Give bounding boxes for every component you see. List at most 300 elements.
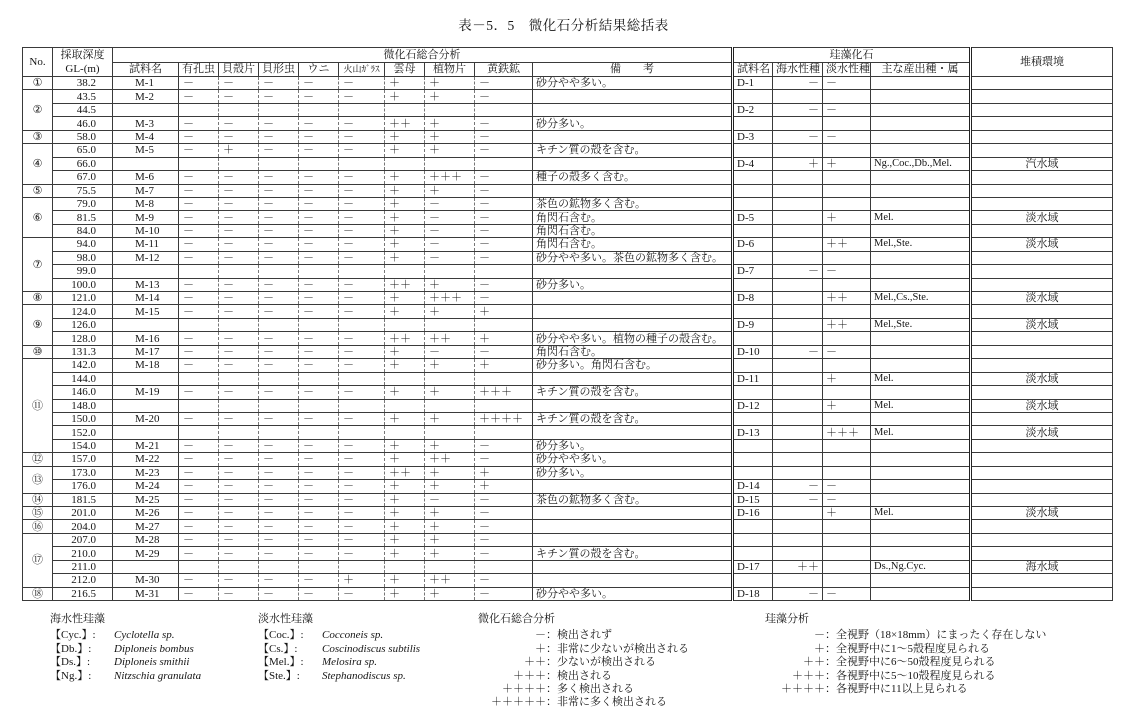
freshwater-species-cell — [823, 305, 871, 318]
group-number-cell: ⑨ — [23, 305, 53, 345]
main-species-cell — [871, 359, 971, 372]
freshwater-species-cell: － — [823, 130, 871, 143]
table-row — [23, 533, 1113, 546]
environment-cell: 淡水域 — [971, 211, 1113, 224]
volcanic-glass-cell: － — [339, 184, 385, 197]
legend-symbol: ＋＋ — [524, 656, 546, 669]
sea-urchin-cell: － — [299, 238, 339, 251]
mica-cell: ＋ — [385, 533, 425, 546]
shell-fragment-cell: － — [219, 587, 259, 600]
main-species-cell: Ds.,Ng.Cyc. — [871, 560, 971, 573]
group-number-cell: ① — [23, 77, 53, 90]
sample-name-cell: M-9 — [113, 211, 179, 224]
environment-cell — [971, 197, 1113, 210]
ostracod-cell: － — [259, 493, 299, 506]
table-row — [23, 359, 1113, 372]
shell-fragment-cell: － — [219, 130, 259, 143]
legend-item — [258, 670, 420, 683]
legend-symbol: ＋＋ — [803, 656, 825, 669]
sea-urchin-cell: － — [299, 77, 339, 90]
volcanic-glass-cell: － — [339, 90, 385, 103]
header-row-1 — [23, 48, 1113, 63]
legend-symbol: － — [814, 629, 825, 642]
table-row — [23, 292, 1113, 305]
foraminifera-cell: － — [179, 547, 219, 560]
diatom-sample-cell: D-7 — [733, 265, 773, 278]
mica-cell: ＋ — [385, 305, 425, 318]
main-species-cell — [871, 332, 971, 345]
remarks-cell — [533, 372, 733, 385]
main-species-cell — [871, 171, 971, 184]
marine-species-cell — [773, 292, 823, 305]
depth-cell: 44.5 — [53, 103, 113, 116]
sea-urchin-cell — [299, 372, 339, 385]
diatom-sample-cell: D-4 — [733, 157, 773, 170]
marine-species-cell — [773, 533, 823, 546]
remarks-cell: 角閃石含む。 — [533, 211, 733, 224]
environment-cell — [971, 587, 1113, 600]
remarks-cell: キチン質の殻を含む。 — [533, 386, 733, 399]
header-remarks: 備 考 — [533, 62, 733, 77]
marine-species-cell — [773, 426, 823, 439]
plant-fragment-cell — [425, 103, 475, 116]
marine-species-cell — [773, 399, 823, 412]
diatom-sample-cell: D-18 — [733, 587, 773, 600]
environment-cell — [971, 144, 1113, 157]
foraminifera-cell — [179, 318, 219, 331]
plant-fragment-cell: ＋ — [425, 533, 475, 546]
freshwater-species-cell — [823, 197, 871, 210]
legend-item — [765, 683, 1046, 696]
pyrite-cell: － — [475, 493, 533, 506]
depth-cell: 79.0 — [53, 197, 113, 210]
ostracod-cell: － — [259, 480, 299, 493]
freshwater-species-cell: ＋＋ — [823, 238, 871, 251]
marine-species-cell — [773, 372, 823, 385]
legend-description: ：全視野（18×18mm）にまったく存在しない — [825, 629, 1047, 642]
mica-cell: ＋ — [385, 144, 425, 157]
plant-fragment-cell: ＋ — [425, 386, 475, 399]
mica-cell — [385, 103, 425, 116]
sea-urchin-cell: － — [299, 90, 339, 103]
header-volcanic-glass: 火山ｶﾞﾗｽ — [339, 62, 385, 77]
sample-name-cell — [113, 157, 179, 170]
diatom-sample-cell — [733, 533, 773, 546]
plant-fragment-cell: ＋ — [425, 466, 475, 479]
main-species-cell — [871, 345, 971, 358]
diatom-sample-cell: D-17 — [733, 560, 773, 573]
main-species-cell — [871, 520, 971, 533]
freshwater-species-cell — [823, 560, 871, 573]
volcanic-glass-cell — [339, 318, 385, 331]
legend-diatom-scale — [765, 613, 1046, 696]
pyrite-cell — [475, 318, 533, 331]
sample-name-cell — [113, 265, 179, 278]
plant-fragment-cell: － — [425, 251, 475, 264]
depth-cell: 144.0 — [53, 372, 113, 385]
main-species-cell — [871, 117, 971, 130]
pyrite-cell: ＋ — [475, 305, 533, 318]
table-row — [23, 560, 1113, 573]
mica-cell: ＋＋ — [385, 466, 425, 479]
table-row — [23, 318, 1113, 331]
mica-cell: ＋ — [385, 211, 425, 224]
depth-cell: 75.5 — [53, 184, 113, 197]
ostracod-cell: － — [259, 453, 299, 466]
depth-cell: 211.0 — [53, 560, 113, 573]
marine-species-cell — [773, 386, 823, 399]
ostracod-cell: － — [259, 439, 299, 452]
freshwater-species-cell: ＋＋ — [823, 292, 871, 305]
legend-symbol: ＋ — [535, 642, 546, 655]
legend-item — [478, 696, 689, 709]
pyrite-cell: － — [475, 507, 533, 520]
sea-urchin-cell: － — [299, 574, 339, 587]
remarks-cell: 砂分多い。 — [533, 278, 733, 291]
diatom-sample-cell: D-3 — [733, 130, 773, 143]
sea-urchin-cell: － — [299, 184, 339, 197]
sample-name-cell: M-19 — [113, 386, 179, 399]
shell-fragment-cell: － — [219, 171, 259, 184]
mica-cell: ＋ — [385, 197, 425, 210]
sample-name-cell: M-7 — [113, 184, 179, 197]
shell-fragment-cell: － — [219, 278, 259, 291]
ostracod-cell: － — [259, 117, 299, 130]
ostracod-cell: － — [259, 211, 299, 224]
legend-item — [765, 629, 1046, 642]
header-diatom-sample: 試料名 — [733, 62, 773, 77]
table-row — [23, 251, 1113, 264]
foraminifera-cell: － — [179, 251, 219, 264]
pyrite-cell: － — [475, 587, 533, 600]
diatom-sample-cell — [733, 574, 773, 587]
shell-fragment-cell — [219, 103, 259, 116]
volcanic-glass-cell: － — [339, 493, 385, 506]
remarks-cell — [533, 90, 733, 103]
main-species-cell — [871, 130, 971, 143]
foraminifera-cell: － — [179, 305, 219, 318]
sample-name-cell: M-30 — [113, 574, 179, 587]
sample-name-cell — [113, 372, 179, 385]
sample-name-cell: M-3 — [113, 117, 179, 130]
sample-name-cell: M-21 — [113, 439, 179, 452]
sample-name-cell: M-16 — [113, 332, 179, 345]
depth-cell: 67.0 — [53, 171, 113, 184]
freshwater-species-cell — [823, 251, 871, 264]
freshwater-species-cell: ＋ — [823, 399, 871, 412]
plant-fragment-cell: ＋ — [425, 90, 475, 103]
sample-name-cell: M-2 — [113, 90, 179, 103]
diatom-sample-cell: D-1 — [733, 77, 773, 90]
plant-fragment-cell: ＋＋ — [425, 332, 475, 345]
shell-fragment-cell: － — [219, 466, 259, 479]
main-species-cell — [871, 533, 971, 546]
legend-description: ：全視野中に6～50殻程度見られる — [825, 656, 996, 669]
remarks-cell — [533, 507, 733, 520]
volcanic-glass-cell: － — [339, 292, 385, 305]
ostracod-cell: － — [259, 278, 299, 291]
diatom-sample-cell — [733, 453, 773, 466]
freshwater-species-cell — [823, 144, 871, 157]
legend-item — [478, 629, 689, 642]
sea-urchin-cell: － — [299, 332, 339, 345]
table-row — [23, 372, 1113, 385]
sample-name-cell: M-28 — [113, 533, 179, 546]
plant-fragment-cell: ＋ — [425, 507, 475, 520]
foraminifera-cell — [179, 372, 219, 385]
sea-urchin-cell: － — [299, 144, 339, 157]
diatom-sample-cell: D-9 — [733, 318, 773, 331]
main-species-cell: Mel. — [871, 507, 971, 520]
marine-species-cell — [773, 466, 823, 479]
group-number-cell: ⑮ — [23, 507, 53, 520]
freshwater-species-cell: － — [823, 345, 871, 358]
environment-cell: 淡水域 — [971, 238, 1113, 251]
ostracod-cell: － — [259, 412, 299, 425]
header-row-2 — [23, 62, 1113, 77]
environment-cell: 淡水域 — [971, 318, 1113, 331]
header-shell-fragment: 貝殻片 — [219, 62, 259, 77]
environment-cell — [971, 493, 1113, 506]
marine-species-cell: － — [773, 130, 823, 143]
shell-fragment-cell: － — [219, 292, 259, 305]
freshwater-species-cell: ＋＋ — [823, 318, 871, 331]
remarks-cell: 砂分やや多い。植物の種子の殻含む。 — [533, 332, 733, 345]
remarks-cell: 砂分多い。 — [533, 439, 733, 452]
legend-description: ：全視野中に1～5殻程度見られる — [825, 642, 990, 655]
mica-cell — [385, 399, 425, 412]
table-row — [23, 439, 1113, 452]
mica-cell — [385, 560, 425, 573]
header-depth-label: 採取深度 — [60, 49, 105, 61]
environment-cell — [971, 251, 1113, 264]
ostracod-cell: － — [259, 292, 299, 305]
table-row — [23, 399, 1113, 412]
pyrite-cell: － — [475, 77, 533, 90]
foraminifera-cell — [179, 265, 219, 278]
depth-cell: 201.0 — [53, 507, 113, 520]
remarks-cell — [533, 130, 733, 143]
plant-fragment-cell: ＋ — [425, 359, 475, 372]
remarks-cell: 茶色の鉱物多く含む。 — [533, 493, 733, 506]
legend-description: ：非常に少ないが検出される — [546, 642, 689, 655]
sample-name-cell: M-5 — [113, 144, 179, 157]
mica-cell — [385, 157, 425, 170]
legend-code: 【Cs.】: — [258, 642, 298, 655]
depth-cell: 173.0 — [53, 466, 113, 479]
mica-cell: ＋ — [385, 251, 425, 264]
legend-heading: 海水性珪藻 — [50, 613, 105, 625]
sea-urchin-cell: － — [299, 117, 339, 130]
environment-cell — [971, 520, 1113, 533]
sea-urchin-cell: － — [299, 547, 339, 560]
foraminifera-cell: － — [179, 507, 219, 520]
sea-urchin-cell: － — [299, 305, 339, 318]
environment-cell — [971, 171, 1113, 184]
main-species-cell: Mel. — [871, 426, 971, 439]
depth-cell: 94.0 — [53, 238, 113, 251]
group-number-cell: ⑭ — [23, 493, 53, 506]
mica-cell: ＋ — [385, 412, 425, 425]
sea-urchin-cell — [299, 560, 339, 573]
mica-cell: ＋＋ — [385, 117, 425, 130]
volcanic-glass-cell: － — [339, 238, 385, 251]
sample-name-cell: M-22 — [113, 453, 179, 466]
mica-cell: ＋ — [385, 359, 425, 372]
legend-code: 【Coc.】: — [258, 629, 304, 642]
remarks-cell: キチン質の殻を含む。 — [533, 144, 733, 157]
shell-fragment-cell — [219, 157, 259, 170]
depth-cell: 204.0 — [53, 520, 113, 533]
shell-fragment-cell — [219, 560, 259, 573]
depth-cell: 154.0 — [53, 439, 113, 452]
legend-description: ：少ないが検出される — [546, 656, 656, 669]
table-row — [23, 77, 1113, 90]
legend-description: ：検出されず — [546, 629, 612, 642]
sea-urchin-cell: － — [299, 171, 339, 184]
pyrite-cell: － — [475, 278, 533, 291]
volcanic-glass-cell: － — [339, 466, 385, 479]
diatom-sample-cell — [733, 197, 773, 210]
depth-cell: 146.0 — [53, 386, 113, 399]
legend-description: ：検出される — [546, 669, 612, 682]
foraminifera-cell — [179, 399, 219, 412]
table-row — [23, 466, 1113, 479]
main-species-cell: Mel.,Ste. — [871, 238, 971, 251]
header-main-species: 主な産出種・属 — [871, 62, 971, 77]
legend-description: ：多く検出される — [546, 683, 634, 696]
table-row — [23, 265, 1113, 278]
mica-cell: ＋ — [385, 480, 425, 493]
main-species-cell — [871, 197, 971, 210]
table-row — [23, 211, 1113, 224]
freshwater-species-cell — [823, 439, 871, 452]
shell-fragment-cell: － — [219, 332, 259, 345]
freshwater-species-cell — [823, 453, 871, 466]
marine-species-cell — [773, 224, 823, 237]
pyrite-cell: － — [475, 453, 533, 466]
plant-fragment-cell: ＋ — [425, 278, 475, 291]
freshwater-species-cell: － — [823, 265, 871, 278]
foraminifera-cell: － — [179, 144, 219, 157]
pyrite-cell: － — [475, 520, 533, 533]
shell-fragment-cell — [219, 426, 259, 439]
legend-species-name: Nitzschia granulata — [114, 669, 202, 682]
legend-description: ：各視野中に11以上見られる — [825, 683, 968, 696]
remarks-cell: 砂分やや多い。 — [533, 77, 733, 90]
volcanic-glass-cell — [339, 560, 385, 573]
table-row — [23, 587, 1113, 600]
pyrite-cell: － — [475, 251, 533, 264]
pyrite-cell: － — [475, 117, 533, 130]
remarks-cell — [533, 533, 733, 546]
sample-name-cell: M-17 — [113, 345, 179, 358]
legend-heading: 珪藻分析 — [765, 613, 809, 625]
diatom-sample-cell — [733, 184, 773, 197]
plant-fragment-cell — [425, 318, 475, 331]
volcanic-glass-cell: ＋ — [339, 574, 385, 587]
shell-fragment-cell: － — [219, 211, 259, 224]
pyrite-cell: ＋＋＋＋ — [475, 412, 533, 425]
sea-urchin-cell — [299, 318, 339, 331]
table-title: 表－5．5 微化石分析結果総括表 — [458, 18, 669, 33]
environment-cell — [971, 547, 1113, 560]
foraminifera-cell: － — [179, 238, 219, 251]
table-row — [23, 238, 1113, 251]
mica-cell: ＋ — [385, 171, 425, 184]
volcanic-glass-cell: － — [339, 453, 385, 466]
legend-heading: 微化石総合分析 — [478, 613, 555, 625]
legend-symbol: ＋＋＋ — [513, 669, 546, 682]
ostracod-cell — [259, 399, 299, 412]
mica-cell: ＋ — [385, 493, 425, 506]
depth-cell: 148.0 — [53, 399, 113, 412]
sea-urchin-cell: － — [299, 412, 339, 425]
depth-cell: 181.5 — [53, 493, 113, 506]
header-depth-unit: GL-(m) — [65, 63, 100, 75]
legend-symbol: ＋＋＋ — [792, 669, 825, 682]
sea-urchin-cell — [299, 157, 339, 170]
main-species-cell — [871, 493, 971, 506]
marine-species-cell — [773, 453, 823, 466]
sea-urchin-cell — [299, 265, 339, 278]
sea-urchin-cell — [299, 103, 339, 116]
table-row — [23, 117, 1113, 130]
depth-cell: 38.2 — [53, 77, 113, 90]
diatom-sample-cell: D-5 — [733, 211, 773, 224]
mica-cell: ＋ — [385, 574, 425, 587]
header-sea-urchin: ウニ — [299, 62, 339, 77]
header-ostracod: 貝形虫 — [259, 62, 299, 77]
remarks-cell — [533, 399, 733, 412]
pyrite-cell: － — [475, 211, 533, 224]
mica-cell: ＋＋ — [385, 278, 425, 291]
foraminifera-cell: － — [179, 332, 219, 345]
group-number-cell: ④ — [23, 144, 53, 184]
pyrite-cell: － — [475, 238, 533, 251]
sea-urchin-cell: － — [299, 359, 339, 372]
plant-fragment-cell — [425, 157, 475, 170]
sample-name-cell: M-13 — [113, 278, 179, 291]
shell-fragment-cell: － — [219, 251, 259, 264]
legend-microfossil-scale — [478, 613, 689, 710]
ostracod-cell — [259, 372, 299, 385]
pyrite-cell — [475, 157, 533, 170]
sea-urchin-cell: － — [299, 130, 339, 143]
pyrite-cell: ＋ — [475, 480, 533, 493]
environment-cell — [971, 412, 1113, 425]
marine-species-cell: － — [773, 480, 823, 493]
table-row — [23, 130, 1113, 143]
ostracod-cell: － — [259, 224, 299, 237]
diatom-sample-cell — [733, 412, 773, 425]
freshwater-species-cell — [823, 574, 871, 587]
marine-species-cell — [773, 197, 823, 210]
main-species-cell — [871, 90, 971, 103]
remarks-cell: 砂分多い。 — [533, 117, 733, 130]
marine-species-cell — [773, 574, 823, 587]
remarks-cell: 砂分やや多い。 — [533, 587, 733, 600]
shell-fragment-cell — [219, 399, 259, 412]
shell-fragment-cell: － — [219, 90, 259, 103]
marine-species-cell — [773, 318, 823, 331]
environment-cell — [971, 386, 1113, 399]
freshwater-species-cell — [823, 466, 871, 479]
freshwater-species-cell — [823, 520, 871, 533]
freshwater-species-cell: ＋ — [823, 157, 871, 170]
group-number-cell: ⑧ — [23, 292, 53, 305]
foraminifera-cell: － — [179, 211, 219, 224]
